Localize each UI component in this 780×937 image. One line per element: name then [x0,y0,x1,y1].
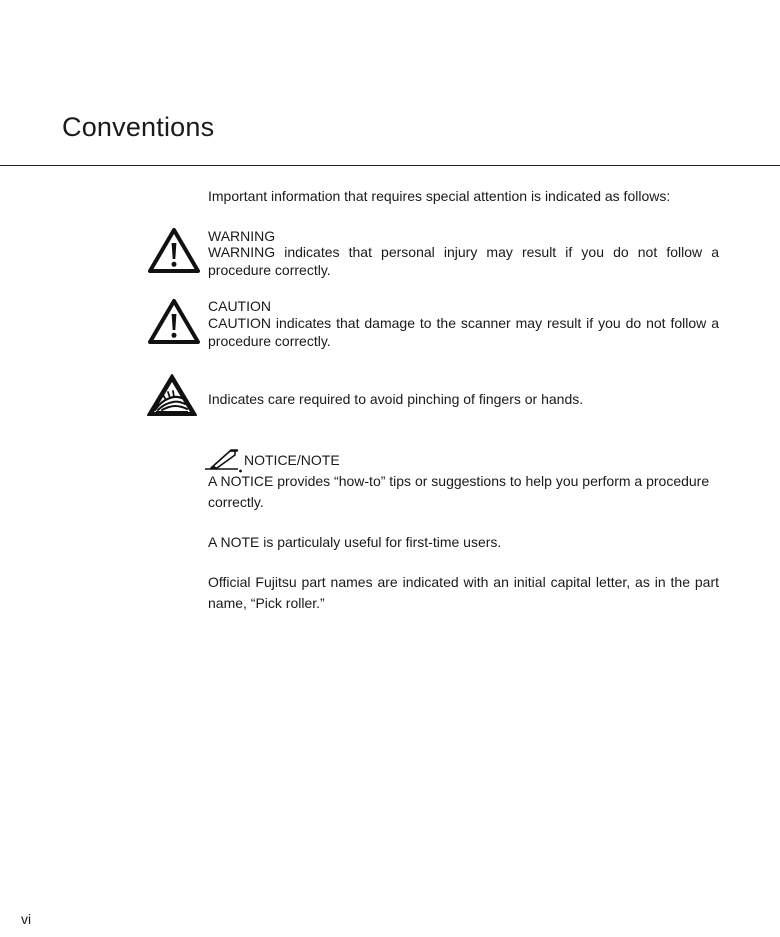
title-divider [0,165,780,166]
pinch-text: Indicates care required to avoid pinching of fingers or hands. [208,391,584,407]
pinch-hazard-icon [146,373,198,417]
warning-triangle-icon [147,226,201,274]
part-names-text: Official Fujitsu part names are indicated with an initial capital letter, as in the part name, “Pick roller.” [208,574,719,611]
pencil-note-icon [204,447,244,473]
note-text: A NOTE is particulaly useful for first-time users. [208,534,502,550]
warning-label: WARNING [208,228,276,244]
intro-text: Important information that requires special attention is indicated as follows: [208,188,671,204]
caution-label: CAUTION [208,298,271,314]
caution-triangle-icon [147,297,201,345]
page-number: vi [21,911,32,927]
caution-text: CAUTION indicates that damage to the scanner may result if you do not follow a procedure correctly. [208,315,719,349]
page-title: Conventions [62,112,215,142]
notice-text: A NOTICE provides “how-to” tips or suggestions to help you perform a procedure correctly. [208,473,710,510]
warning-text: WARNING indicates that personal injury may result if you do not follow a procedure correctly. [208,244,719,278]
notice-label: NOTICE/NOTE [244,452,340,468]
